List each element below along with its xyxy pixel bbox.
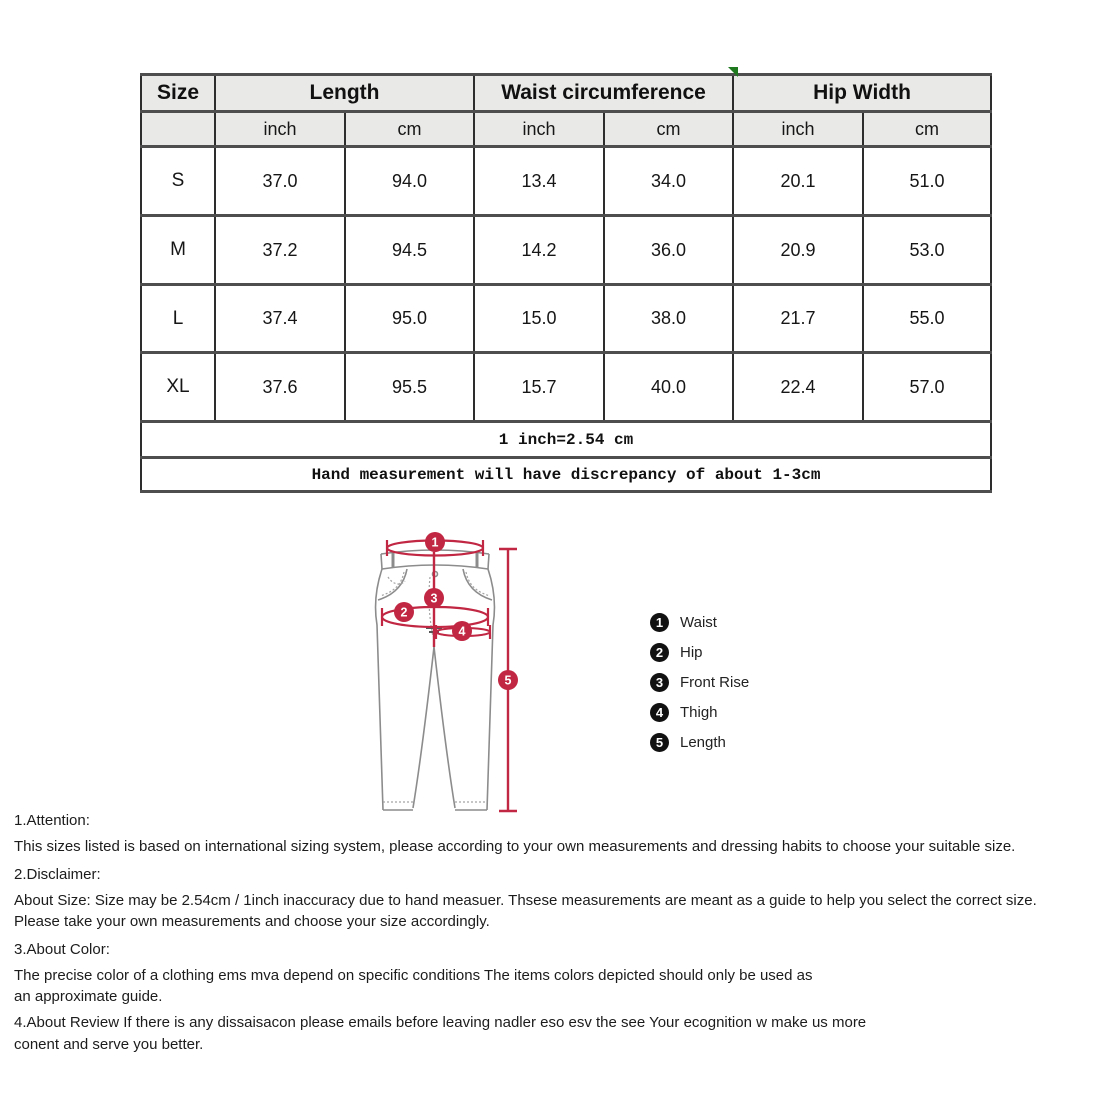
- table-row: [141, 353, 991, 422]
- legend-badge-3-icon: 3: [650, 673, 669, 692]
- about-review-body: conent and serve you better.: [14, 1035, 204, 1053]
- about-review-body: 4.About Review If there is any dissaisacon please emails before leaving nadler eso esv the see Your ecognition w make us more: [14, 1014, 867, 1031]
- value-cell: 21.7: [733, 285, 863, 353]
- unit-cell: inch: [215, 112, 345, 147]
- header-length: Length: [215, 75, 474, 112]
- legend-item-thigh: [650, 697, 749, 727]
- legend-label: Length: [680, 733, 726, 751]
- about-color-heading: 3.About Color:: [14, 941, 110, 958]
- value-cell: 15.0: [474, 285, 604, 353]
- legend-badge-5-icon: 5: [650, 733, 669, 752]
- value-cell: 55.0: [863, 285, 991, 353]
- attention-section: [14, 810, 1015, 857]
- note-inch-conversion: 1 inch=2.54 cm: [141, 422, 991, 458]
- value-cell: 36.0: [604, 216, 733, 285]
- unit-cell: cm: [345, 112, 474, 147]
- disclaimer-section: [14, 864, 1037, 933]
- svg-text:5: 5: [504, 673, 512, 688]
- value-cell: 94.0: [345, 147, 474, 216]
- measurement-legend: [650, 607, 749, 757]
- legend-item-front-rise: [650, 667, 749, 697]
- unit-cell: inch: [733, 112, 863, 147]
- value-cell: 53.0: [863, 216, 991, 285]
- svg-text:4: 4: [458, 624, 466, 639]
- size-table-container: [140, 73, 990, 493]
- note-hand-measurement: Hand measurement will have discrepancy of about 1-3cm: [141, 458, 991, 492]
- header-hip: Hip Width: [733, 75, 991, 112]
- unit-cell: inch: [474, 112, 604, 147]
- disclaimer-body: About Size: Size may be 2.54cm / 1inch inaccuracy due to hand measuer. Thsese measurements are meant as a guide to help you select the correct size.: [14, 891, 1037, 909]
- value-cell: 37.6: [215, 353, 345, 422]
- value-cell: 95.0: [345, 285, 474, 353]
- legend-label: Waist: [680, 613, 717, 631]
- unit-cell: cm: [604, 112, 733, 147]
- value-cell: 37.0: [215, 147, 345, 216]
- size-cell: XL: [141, 353, 215, 422]
- about-color-body: an approximate guide.: [14, 988, 163, 1005]
- legend-item-hip: [650, 637, 749, 667]
- value-cell: 13.4: [474, 147, 604, 216]
- svg-text:3: 3: [430, 591, 438, 606]
- about-review-section: [14, 1012, 866, 1055]
- table-row: [141, 147, 991, 216]
- attention-heading: 1.Attention:: [14, 812, 90, 829]
- value-cell: 15.7: [474, 353, 604, 422]
- value-cell: 40.0: [604, 353, 733, 422]
- about-color-section: [14, 939, 813, 1008]
- value-cell: 95.5: [345, 353, 474, 422]
- value-cell: 51.0: [863, 147, 991, 216]
- size-cell: M: [141, 216, 215, 285]
- value-cell: 14.2: [474, 216, 604, 285]
- value-cell: 57.0: [863, 353, 991, 422]
- value-cell: 94.5: [345, 216, 474, 285]
- header-waist: Waist circumference: [474, 75, 733, 112]
- legend-badge-1-icon: 1: [650, 613, 669, 632]
- legend-item-length: [650, 727, 749, 757]
- legend-badge-4-icon: 4: [650, 703, 669, 722]
- table-row: [141, 285, 991, 353]
- value-cell: 34.0: [604, 147, 733, 216]
- unit-cell-empty: [141, 112, 215, 147]
- about-color-body: The precise color of a clothing ems mva depend on specific conditions The items colors depicted should only be used as: [14, 966, 813, 984]
- value-cell: 37.2: [215, 216, 345, 285]
- size-table: [140, 73, 992, 493]
- unit-cell: cm: [863, 112, 991, 147]
- attention-body: This sizes listed is based on international sizing system, please according to your own measurements and dressing habits to choose your suitable size.: [14, 837, 1016, 855]
- table-row: [141, 216, 991, 285]
- legend-label: Thigh: [680, 703, 718, 721]
- value-cell: 22.4: [733, 353, 863, 422]
- legend-label: Hip: [680, 643, 703, 661]
- legend-item-waist: [650, 607, 749, 637]
- green-corner-flag-icon: [728, 67, 738, 77]
- value-cell: 20.1: [733, 147, 863, 216]
- header-size: Size: [141, 75, 215, 112]
- size-cell: L: [141, 285, 215, 353]
- disclaimer-body: Please take your own measurements and choose your size accordingly.: [14, 913, 490, 930]
- pants-measurement-diagram: [360, 525, 570, 825]
- legend-label: Front Rise: [680, 673, 750, 691]
- value-cell: 38.0: [604, 285, 733, 353]
- disclaimer-heading: 2.Disclaimer:: [14, 866, 101, 883]
- svg-text:1: 1: [431, 535, 439, 550]
- size-cell: S: [141, 147, 215, 216]
- svg-text:2: 2: [400, 605, 408, 620]
- value-cell: 37.4: [215, 285, 345, 353]
- value-cell: 20.9: [733, 216, 863, 285]
- legend-badge-2-icon: 2: [650, 643, 669, 662]
